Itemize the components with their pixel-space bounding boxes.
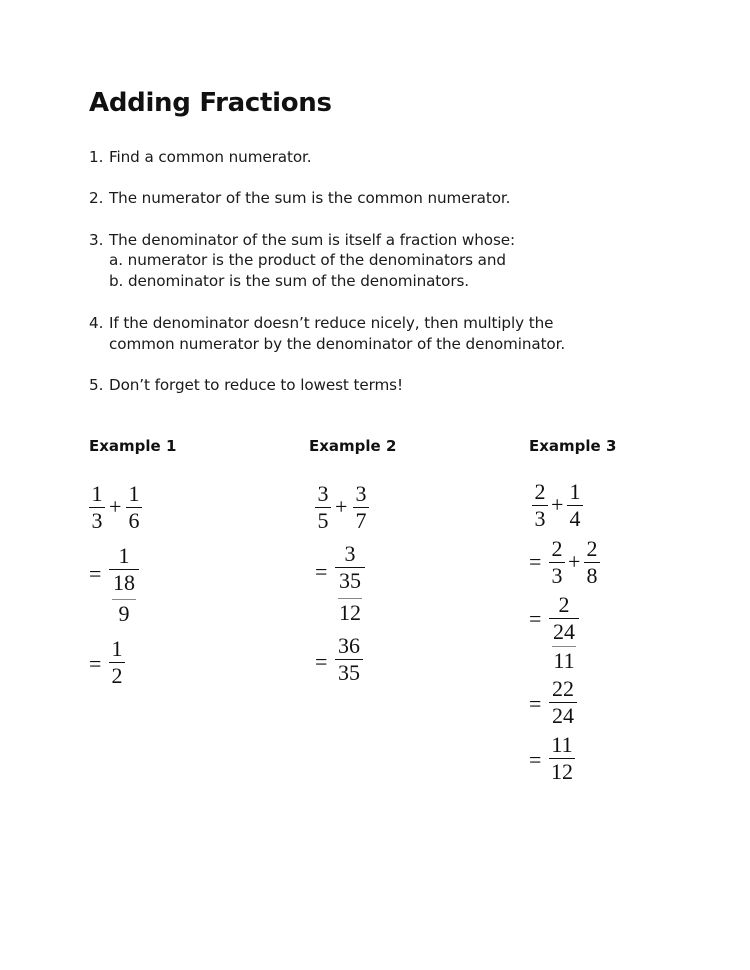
fraction [584,537,600,588]
denominator: 12 [551,759,573,784]
denominator: 2 [111,663,123,688]
equals-sign: = [89,561,102,586]
plus-sign: + [335,494,348,519]
fraction [532,480,548,531]
numerator: 2 [551,536,563,561]
fraction [126,482,142,533]
inner-fraction-bar [552,646,576,647]
step-4-continuation: common numerator by the denominator of the denominator. [109,335,566,353]
plus-sign: + [568,549,581,574]
numerator: 1 [111,636,123,661]
numerator: 1 [128,481,140,506]
step-1 [89,147,312,167]
fraction [315,482,331,533]
numerator: 22 [552,676,574,701]
denominator-denominator: 11 [553,648,575,673]
complex-fraction [335,542,365,593]
numerator: 11 [551,732,573,757]
numerator: 2 [534,479,546,504]
step-text: Find a common numerator. [109,148,312,166]
denominator: 8 [586,563,598,588]
equals-sign: = [529,691,542,716]
numerator: 2 [586,536,598,561]
equals-sign: = [529,747,542,772]
step-5 [89,375,403,395]
numerator: 3 [355,481,367,506]
denominator: 4 [569,506,581,531]
step-number: 4. [89,314,104,332]
fraction [335,634,363,685]
denominator-denominator: 12 [339,600,361,625]
numerator: 1 [569,479,581,504]
equals-sign: = [89,651,102,676]
fraction [89,482,105,533]
equals-sign: = [529,549,542,574]
fraction [549,677,577,728]
denominator: 3 [551,563,563,588]
complex-fraction [109,544,139,595]
step-text: If the denominator doesn’t reduce nicely, then multiply the [109,314,554,332]
example-2-heading: Example 2 [309,437,397,455]
step-number: 3. [89,231,104,249]
step-3 [89,230,515,250]
denominator: 24 [552,703,574,728]
denominator-numerator: 35 [339,568,361,593]
denominator: 3 [534,506,546,531]
step-2 [89,188,510,208]
plus-sign: + [551,492,564,517]
numerator: 36 [338,633,360,658]
equals-sign: = [315,559,328,584]
fraction [549,537,565,588]
step-text: The denominator of the sum is itself a fraction whose: [109,231,516,249]
page-title: Adding Fractions [89,88,332,118]
example-1-heading: Example 1 [89,437,177,455]
denominator: 3 [91,508,103,533]
numerator: 3 [317,481,329,506]
step-number: 1. [89,148,104,166]
numerator: 1 [91,481,103,506]
denominator: 35 [338,660,360,685]
fraction [567,480,583,531]
example-3-heading: Example 3 [529,437,617,455]
step-text: Don’t forget to reduce to lowest terms! [109,376,403,394]
equals-sign: = [529,606,542,631]
equals-sign: = [315,649,328,674]
step-3-sub-a: a. numerator is the product of the denominators and [109,251,506,269]
denominator: 6 [128,508,140,533]
step-number: 5. [89,376,104,394]
step-text: The numerator of the sum is the common numerator. [109,189,511,207]
denominator-numerator: 24 [553,619,575,644]
denominator: 7 [355,508,367,533]
fraction [353,482,369,533]
denominator-numerator: 18 [113,570,135,595]
numerator: 1 [118,543,130,568]
step-3-sub-b: b. denominator is the sum of the denominators. [109,272,470,290]
numerator: 3 [344,541,356,566]
fraction [109,637,125,688]
step-number: 2. [89,189,104,207]
denominator-denominator: 9 [118,601,130,626]
complex-fraction [549,593,579,644]
numerator: 2 [558,592,570,617]
inner-fraction-bar [112,599,136,600]
step-4 [89,313,553,333]
inner-fraction-bar [338,598,362,599]
plus-sign: + [109,494,122,519]
fraction [549,733,575,784]
denominator: 5 [317,508,329,533]
